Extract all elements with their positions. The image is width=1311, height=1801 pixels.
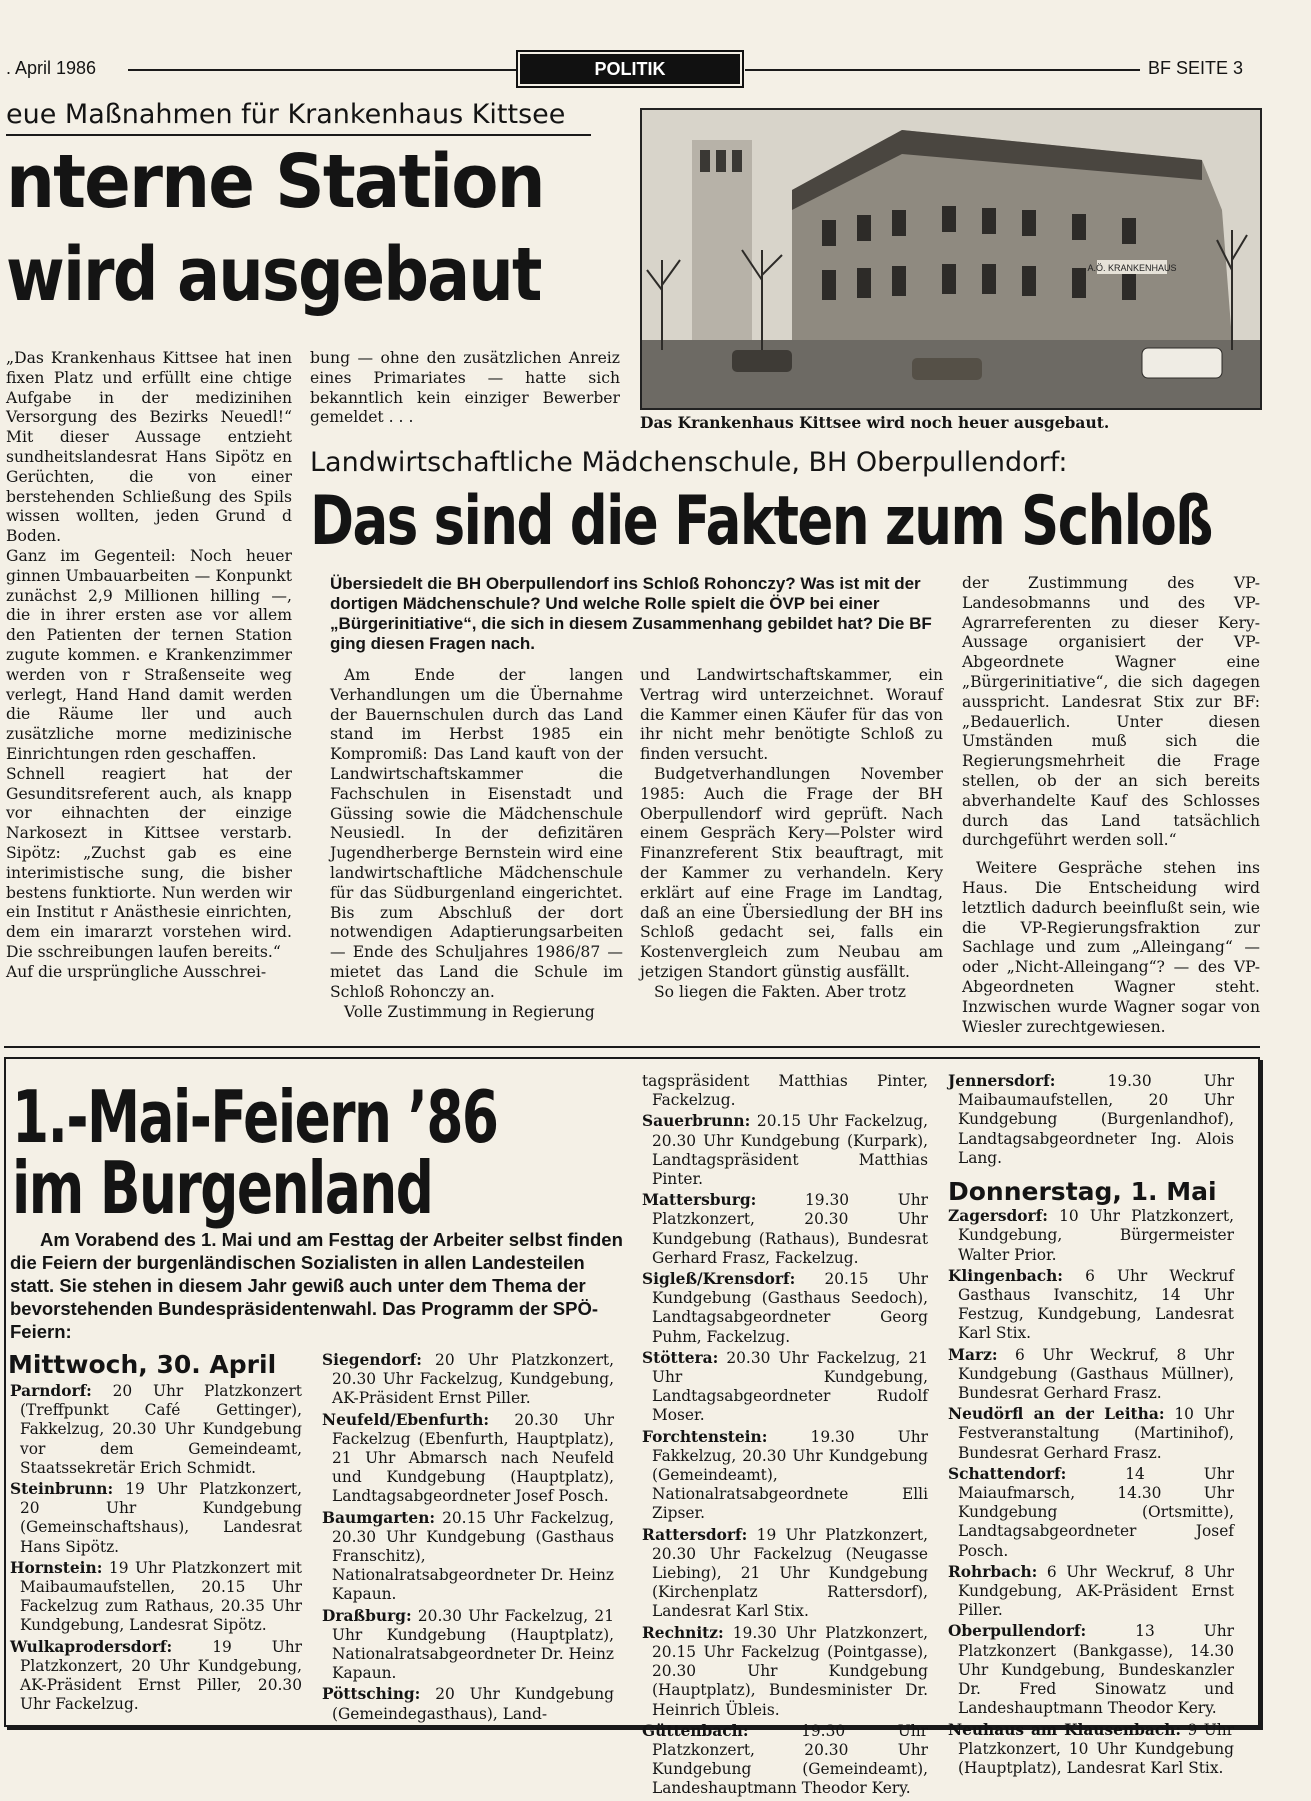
article2-paragraph: Weitere Gespräche stehen ins Haus. Die Entscheidung wird letztlich dadurch beeinflußt sein, wie die VP-Regierungsfraktion zur Sachlage und zum „Alleingang“ — oder „Nicht-Alleingang“? — des VP-Abgeordneten Wagner steht. Inzwischen wurde Wagner sogar von Wiesler zurechtgewiesen. — [962, 859, 1260, 1036]
program-entry: Stöttera: 20.30 Uhr Fackelzug, 21 Uhr Kundgebung, Landtagsabgeordneter Rudolf Moser. — [642, 1348, 928, 1425]
issue-date: . April 1986 — [6, 58, 97, 78]
article2-paragraph: der Zustimmung des VP-Landesobmanns und des VP-Agrarreferenten zu dieser Kery-Aussage organisiert der VP-Abgeordnete Wagner eine „Bürgerinitiative“, die sich dagegen ausspricht. Landesrat Stix zur BF: „Bedauerlich. Unter diesen Umständen muß sich die Regierungsmehrheit die Frage stellen, ob der an sich bereits abverhandelte Kauf des Schlosses durch das Land tatsächlich durchgeführt werden soll.“ — [962, 574, 1260, 850]
program-entry: Sauerbrunn: 20.15 Uhr Fackelzug, 20.30 Uhr Kundgebung (Kurpark), Landtagspräsident Matthias Pinter. — [642, 1112, 928, 1189]
program-entry: Neudörfl an der Leitha: 10 Uhr Festveranstaltung (Martinihof), Bundesrat Gerhard Frasz. — [948, 1405, 1235, 1462]
section-label: POLITIK — [520, 54, 740, 84]
article2-paragraph: und Landwirtschaftskammer, ein Vertrag wird unterzeichnet. Worauf die Kammer einen Käufer für das von ihr nicht mehr benötigte Schloß zu finden versucht. — [640, 666, 943, 764]
article2-column-3 — [962, 574, 1260, 1037]
program-column-4 — [948, 1072, 1234, 1780]
program-entry: Hornstein: 19 Uhr Platzkonzert mit Maibaumaufstellen, 20.15 Uhr Fackelzug zum Rathaus, 20.35 Uhr Kundgebung, Landesrat Sipötz. — [10, 1558, 302, 1635]
article2-paragraph: Budgetverhandlungen November 1985: Auch die Frage der BH Oberpullendorf wird geprüft. Nach einem Gespräch Kery—Polster wird Finanzreferent Stix beauftragt, mit der Kammer zu verhandeln. Kery erklärt auf eine Frage im Landtag, daß an eine Übersiedlung der BH ins Schloß gedacht sei, falls ein Kostenvergleich zum Neubau am jetzigen Standort günstig ausfällt. — [640, 764, 943, 981]
program-entry: Parndorf: 20 Uhr Platzkonzert (Treffpunkt Café Gettinger), Fakkelzug, 20.30 Uhr Kundgebung vor dem Gemeindeamt, Staatssekretär Erich Schmidt. — [10, 1382, 302, 1477]
program-entry: Neuhaus am Klausenbach: 9 Uhr Platzkonzert, 10 Uhr Kundgebung (Hauptplatz), Landesrat Karl Stix. — [948, 1720, 1234, 1777]
program-entry: Jennersdorf: 19.30 Uhr Maibaumaufstellen, 20 Uhr Kundgebung (Burgenlandhof), Landtagsabgeordneter Ing. Alois Lang. — [948, 1072, 1234, 1167]
article2-paragraph: So liegen die Fakten. Aber trotz — [654, 982, 907, 1001]
article-divider — [4, 1046, 1260, 1048]
program-entry: Forchtenstein: 19.30 Uhr Fakkelzug, 20.30 Uhr Kundgebung (Gemeindeamt), Nationalratsabgeordnete Elli Zipser. — [642, 1427, 928, 1523]
article2-column-2 — [640, 666, 943, 1003]
article2-kicker: Landwirtschaftliche Mädchenschule, BH Oberpullendorf: — [310, 447, 1068, 478]
article3-headline-2: im Burgenland — [12, 1146, 433, 1230]
day-heading-wednesday: Mittwoch, 30. April — [8, 1350, 277, 1379]
article2-lead: Übersiedelt die BH Oberpullendorf ins Schloß Rohonczy? Was ist mit der dortigen Mädchenschule? Und welche Rolle spielt die ÖVP bei einer „Bürgerinitiative“, die sich in diesem Zusammenhang gebildet hat? Die BF ging diesen Fragen nach. — [330, 574, 932, 653]
program-entry: Siegendorf: 20 Uhr Platzkonzert, 20.30 Uhr Fackelzug, Kundgebung, AK-Präsident Ernst Piller. — [322, 1351, 614, 1408]
program-entry: tagspräsident Matthias Pinter, Fackelzug. — [642, 1072, 928, 1110]
article1-headline-1: nterne Station — [6, 139, 544, 225]
program-entry: Rattersdorf: 19 Uhr Platzkonzert, 20.30 Uhr Fackelzug (Neugasse Liebing), 21 Uhr Kundgebung (Kirchenplatz Rattersdorf), Landesrat Karl Stix. — [642, 1525, 928, 1621]
program-entry: Zagersdorf: 10 Uhr Platzkonzert, Kundgebung, Bürgermeister Walter Prior. — [948, 1207, 1234, 1264]
kicker-underline — [6, 134, 591, 136]
article1-paragraph: bung — ohne den zusätzlichen Anreiz eines Primariates — hatte sich bekanntlich kein einziger Bewerber gemeldet . . . — [310, 349, 620, 427]
article1-paragraph: Ganz im Gegenteil: Noch heuer ginnen Umbauarbeiten — Konpunkt zunächst 2,9 Millionen hilling —, die in ihrer ersten ase vor allem den Patienten der ternen Station zugute kommen. e Krankenzimmer werden von r Straßenseite weg verlegt, Hand Hand damit werden die Räume ller und auch zusätzliche morne medizinische Einrichtungen rden geschaffen. — [6, 546, 292, 763]
program-entry: Mattersburg: 19.30 Uhr Platzkonzert, 20.30 Uhr Kundgebung (Rathaus), Bundesrat Gerhard Frasz, Fackelzug. — [642, 1191, 928, 1267]
article2-headline: Das sind die Fakten zum Schloß — [310, 482, 1212, 561]
program-entry: Baumgarten: 20.15 Uhr Fackelzug, 20.30 Uhr Kundgebung (Gasthaus Franschitz), Nationalratsabgeordneter Dr. Heinz Kapaun. — [322, 1508, 614, 1604]
article2-column-1 — [330, 666, 623, 1022]
program-entry: Rechnitz: 19.30 Uhr Platzkonzert, 20.15 Uhr Fackelzug (Pointgasse), 20.30 Uhr Kundgebung (Hauptplatz), Bundesminister Dr. Heinrich Übleis. — [642, 1623, 928, 1719]
header-rule-left — [128, 69, 518, 71]
article1-paragraph: Auf die ursprüngliche Ausschrei- — [6, 962, 267, 981]
article1-column-2 — [310, 349, 620, 428]
article1-paragraph: „Das Krankenhaus Kittsee hat inen fixen Platz und erfüllt eine chtige Aufgabe in der medizinihen Versorgung des Bezirks Neuedl!“ Mit dieser Aussage entzieht sundheitslandesrat Hans Sipötz en Gerüchten, die von einer berstehenden Schließung des Spils wissen wollten, jeden Grund d Boden. — [6, 349, 292, 546]
program-entry: Steinbrunn: 19 Uhr Platzkonzert, 20 Uhr Kundgebung (Gemeinschaftshaus), Landesrat Hans Sipötz. — [10, 1480, 302, 1556]
article2-paragraph: Am Ende der langen Verhandlungen um die Übernahme der Bauernschulen durch das Land stand im Herbst 1985 ein Kompromiß: Das Land kauft von der Landwirtschaftskammer die Fachschulen in Eisenstadt und Güssing sowie die Mädchenschule Neusiedl. In der defizitären Jugendherberge Bernstein wird eine landwirtschaftliche Mädchenschule für das Südburgenland eingerichtet. Bis zum Abschluß der dort notwendigen Adaptierungsarbeiten — Ende des Schuljahres 1986/87 — mietet das Land die Schule im Schloß Rohonczy an. — [330, 666, 623, 1001]
header-rule-right — [745, 69, 1140, 71]
program-entry: Schattendorf: 14 Uhr Maiaufmarsch, 14.30 Uhr Kundgebung (Ortsmitte), Landtagsabgeordneter Josef Posch. — [948, 1464, 1234, 1560]
program-entry: Draßburg: 20.30 Uhr Fackelzug, 21 Uhr Kundgebung (Hauptplatz), Nationalratsabgeordneter Dr. Heinz Kapaun. — [322, 1606, 614, 1683]
photo-caption: Das Krankenhaus Kittsee wird noch heuer ausgebaut. — [640, 413, 1110, 432]
day-heading-thursday: Donnerstag, 1. Mai — [948, 1177, 1217, 1207]
hospital-building-illustration — [642, 110, 1260, 408]
article3-lead: Am Vorabend des 1. Mai und am Festtag der Arbeiter selbst finden die Feiern der burgenländischen Sozialisten in allen Landesteilen statt. Sie stehen in diesem Jahr gewiß auch unter dem Thema der bevorstehenden Bundespräsidentenwahl. Das Programm der SPÖ-Feiern: — [10, 1229, 623, 1342]
program-entry: Rohrbach: 6 Uhr Weckruf, 8 Uhr Kundgebung, AK-Präsident Ernst Piller. — [948, 1562, 1234, 1620]
article2-paragraph: Volle Zustimmung in Regierung — [344, 1002, 595, 1021]
program-entry: Pöttsching: 20 Uhr Kundgebung (Gemeindegasthaus), Land- — [322, 1685, 614, 1723]
program-entry: Marz: 6 Uhr Weckruf, 8 Uhr Kundgebung (Gasthaus Müllner), Bundesrat Gerhard Frasz. — [948, 1345, 1234, 1403]
article1-column-1 — [6, 349, 292, 983]
program-entry: Oberpullendorf: 13 Uhr Platzkonzert (Bankgasse), 14.30 Uhr Kundgebung, Bundeskanzler Dr. Fred Sinowatz und Landeshauptmann Theodor Kery. — [948, 1622, 1234, 1718]
article1-kicker: eue Maßnahmen für Krankenhaus Kittsee — [6, 99, 566, 130]
program-entry: Wulkaprodersdorf: 19 Uhr Platzkonzert, 20 Uhr Kundgebung, AK-Präsident Ernst Piller, 20.30 Uhr Fackelzug. — [10, 1637, 302, 1714]
program-entry: Klingenbach: 6 Uhr Weckruf Gasthaus Ivanschitz, 14 Uhr Festzug, Kundgebung, Landesrat Karl Stix. — [948, 1266, 1234, 1343]
hospital-sign: A.Ö. KRANKENHAUS — [1087, 263, 1177, 273]
article3-headline-1: 1.-Mai-Feiern ’86 — [12, 1075, 498, 1159]
program-column-3 — [642, 1072, 928, 1801]
page-number: BF SEITE 3 — [1148, 58, 1244, 78]
program-entry: Sigleß/Krensdorf: 20.15 Uhr Kundgebung (Gasthaus Seedoch), Landtagsabgeordneter Georg Puhm, Fackelzug. — [642, 1270, 928, 1346]
program-entry: Neufeld/Ebenfurth: 20.30 Uhr Fackelzug (Ebenfurth, Hauptplatz), 21 Uhr Abmarsch nach Neufeld und Kundgebung (Hauptplatz), Landtagsabgeordneter Josef Posch. — [322, 1410, 614, 1506]
program-column-1 — [10, 1382, 302, 1716]
program-entry: Güttenbach: 19.30 Uhr Platzkonzert, 20.30 Uhr Kundgebung (Gemeindeamt), Landeshauptmann Theodor Kery. — [642, 1721, 928, 1798]
article1-headline-2: wird ausgebaut — [6, 232, 541, 318]
hospital-photo — [640, 108, 1262, 410]
program-column-2 — [322, 1351, 614, 1726]
article1-paragraph: Schnell reagiert hat der Gesunditsreferent auch, als knapp vor eihnachten der einzige Narkosezt in Kittsee verstarb. Sipötz: „Zuchst gab es eine interimistische sung, die bisher bestens funktiorte. Nun werden wir ein Institut r Anästhesie einrichten, dem ein imararzt vorstehen wird. Die sschreibungen laufen bereits.“ — [6, 764, 292, 961]
